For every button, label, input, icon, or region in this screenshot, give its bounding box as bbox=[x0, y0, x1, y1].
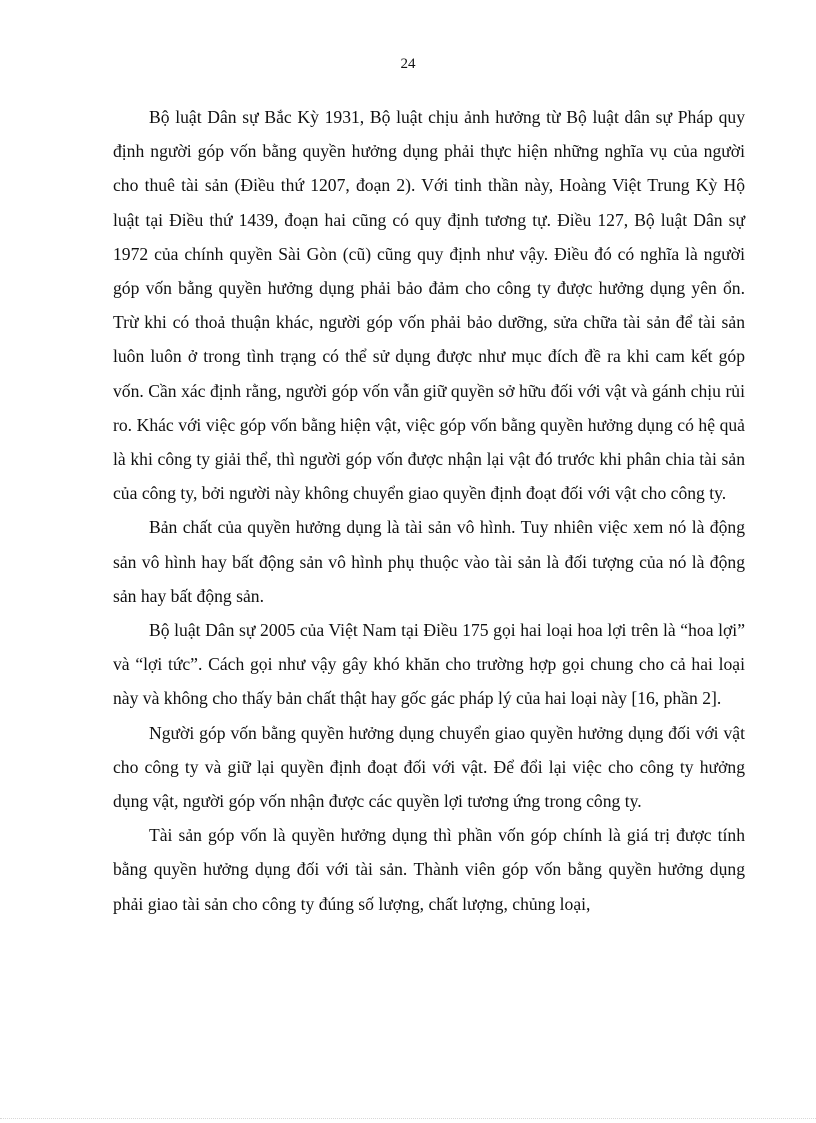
paragraph-2: Bản chất của quyền hưởng dụng là tài sản vô hình. Tuy nhiên việc xem nó là động sản vô hình hay bất động sản vô hình phụ thuộc vào tài sản là đối tượng của nó là động sản hay bất động sản. bbox=[113, 517, 745, 606]
paragraph-4: Người góp vốn bằng quyền hưởng dụng chuyển giao quyền hưởng dụng đối với vật cho công ty và giữ lại quyền định đoạt đối với vật. Để đổi lại việc cho công ty hưởng dụng vật, người góp vốn nhận được các quyền lợi tương ứng trong công ty. bbox=[113, 722, 745, 812]
body-text bbox=[113, 100, 745, 921]
paragraph-3: Bộ luật Dân sự 2005 của Việt Nam tại Điều 175 gọi hai loại hoa lợi trên là “hoa lợi” và “lợi tức”. Cách gọi như vậy gây khó khăn cho trường hợp gọi chung cho cả hai loại này và không cho thấy bản chất thật hay gốc gác pháp lý của hai loại này [16, phần 2]. bbox=[113, 620, 745, 709]
page-bottom-divider bbox=[0, 1118, 816, 1119]
page-number: 24 bbox=[400, 56, 416, 72]
paragraph-1: Bộ luật Dân sự Bắc Kỳ 1931, Bộ luật chịu ảnh hưởng từ Bộ luật dân sự Pháp quy định người góp vốn bằng quyền hưởng dụng phải thực hiện những nghĩa vụ của người cho thuê tài sản (Điều thứ 1207, đoạn 2). Với tinh thần này, Hoàng Việt Trung Kỳ Hộ luật tại Điều thứ 1439, đoạn hai cũng có quy định tương tự. Điều 127, Bộ luật Dân sự 1972 của chính quyền Sài Gòn (cũ) cũng quy định như vậy. Điều đó có nghĩa là người góp vốn bằng quyền hưởng dụng phải bảo đảm cho công ty được hưởng dụng yên ổn. Trừ khi có thoả thuận khác, người góp vốn phải bảo dưỡng, sửa chữa tài sản để tài sản luôn luôn ở trong tình trạng có thể sử dụng được như mục đích đề ra khi cam kết góp vốn. Cần xác định rằng, người góp vốn vẫn giữ quyền sở hữu đối với vật và gánh chịu rủi ro. Khác với việc góp vốn bằng hiện vật, việc góp vốn bằng quyền hưởng dụng có hệ quả là khi công ty giải thể, thì người góp vốn được nhận lại vật đó trước khi phân chia tài sản của công ty, bởi người này không chuyển giao quyền định đoạt đối với vật cho công ty. bbox=[113, 107, 745, 504]
paragraph-5: Tài sản góp vốn là quyền hưởng dụng thì phần vốn góp chính là giá trị được tính bằng quyền hưởng dụng đối với tài sản. Thành viên góp vốn bằng quyền hưởng dụng phải giao tài sản cho công ty đúng số lượng, chất lượng, chủng loại, bbox=[113, 825, 745, 914]
